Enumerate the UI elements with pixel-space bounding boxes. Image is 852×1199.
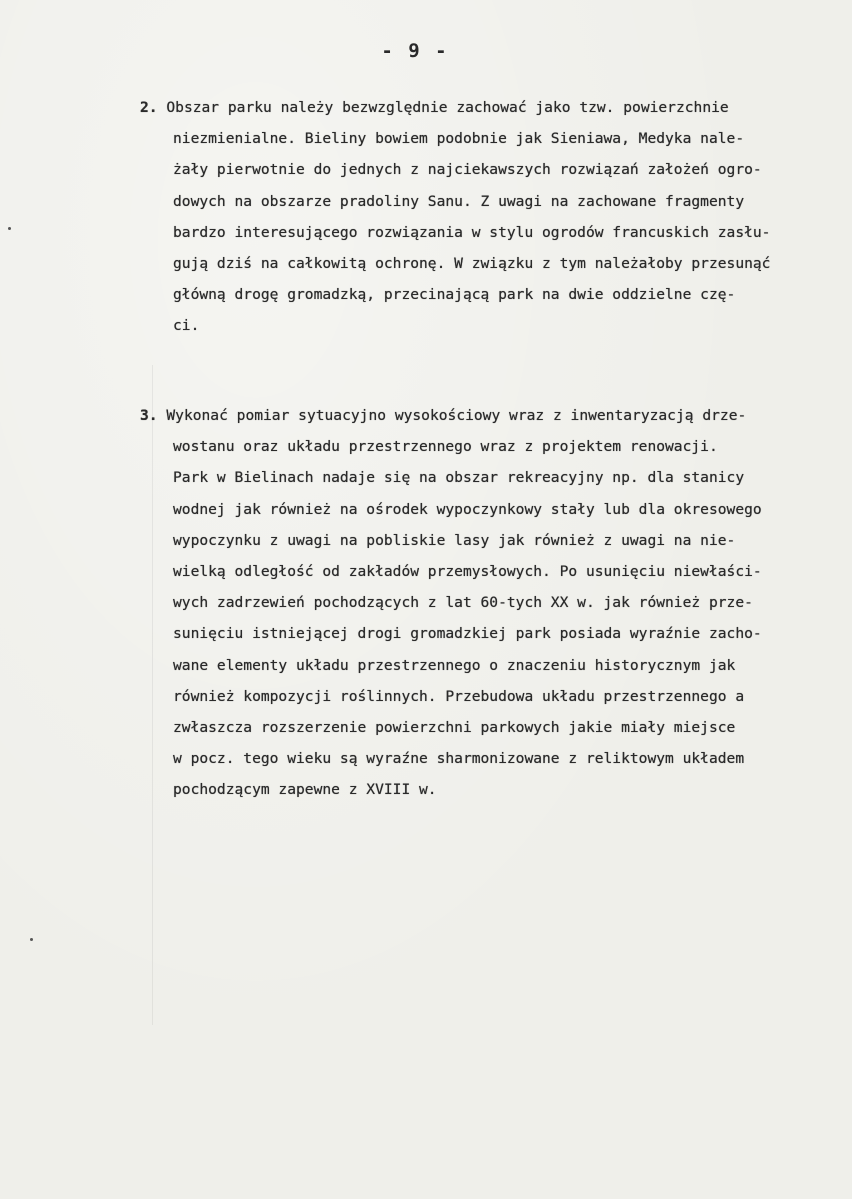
item-number: 3.: [140, 407, 158, 424]
text-line: bardzo interesującego rozwiązania w stylu ogrodów francuskich zasłu-: [173, 223, 771, 241]
text-line: [140, 92, 848, 123]
text-line: w pocz. tego wieku są wyraźne sharmonizowane z reliktowym układem: [173, 750, 745, 768]
text-line: wostanu oraz układu przestrzennego wraz z projektem renowacji.: [173, 438, 718, 456]
text-line: wielką odległość od zakładów przemysłowych. Po usunięciu niewłaści-: [173, 562, 762, 580]
page-number: - 9 -: [381, 40, 449, 62]
margin-mark: [30, 938, 33, 941]
item-number: 2.: [140, 99, 158, 116]
text-line: główną drogę gromadzką, przecinającą park na dwie oddzielne czę-: [173, 286, 736, 304]
text-line: wych zadrzewień pochodzących z lat 60-tych XX w. jak również prze-: [173, 594, 753, 612]
text-line: niezmienialne. Bieliny bowiem podobnie jak Sieniawa, Medyka nale-: [173, 130, 745, 148]
line-text: Obszar parku należy bezwzględnie zachować jako tzw. powierzchnie: [166, 99, 729, 116]
text-line: wane elementy układu przestrzennego o znaczeniu historycznym jak: [173, 656, 736, 674]
list-item: [140, 400, 848, 805]
text-line: gują dziś na całkowitą ochronę. W związku z tym należałoby przesunąć: [173, 254, 771, 272]
text-line: dowych na obszarze pradoliny Sanu. Z uwagi na zachowane fragmenty: [173, 192, 745, 210]
line-text: Wykonać pomiar sytuacyjno wysokościowy wraz z inwentaryzacją drze-: [166, 407, 747, 424]
text-line: ci.: [173, 317, 200, 335]
text-line: wodnej jak również na ośrodek wypoczynkowy stały lub dla okresowego: [173, 500, 762, 518]
text-line: [140, 400, 848, 431]
text-line: żały pierwotnie do jednych z najciekawszych rozwiązań założeń ogro-: [173, 161, 762, 179]
text-line: pochodzącym zapewne z XVIII w.: [173, 781, 437, 799]
text-line: wypoczynku z uwagi na pobliskie lasy jak również z uwagi na nie-: [173, 531, 736, 549]
text-line: zwłaszcza rozszerzenie powierzchni parkowych jakie miały miejsce: [173, 718, 736, 736]
margin-mark: [8, 227, 11, 230]
list-item: [140, 92, 848, 342]
text-line: również kompozycji roślinnych. Przebudowa układu przestrzennego a: [173, 687, 745, 705]
text-line: Park w Bielinach nadaje się na obszar rekreacyjny np. dla stanicy: [173, 469, 745, 487]
text-line: sunięciu istniejącej drogi gromadzkiej park posiada wyraźnie zacho-: [173, 625, 762, 643]
